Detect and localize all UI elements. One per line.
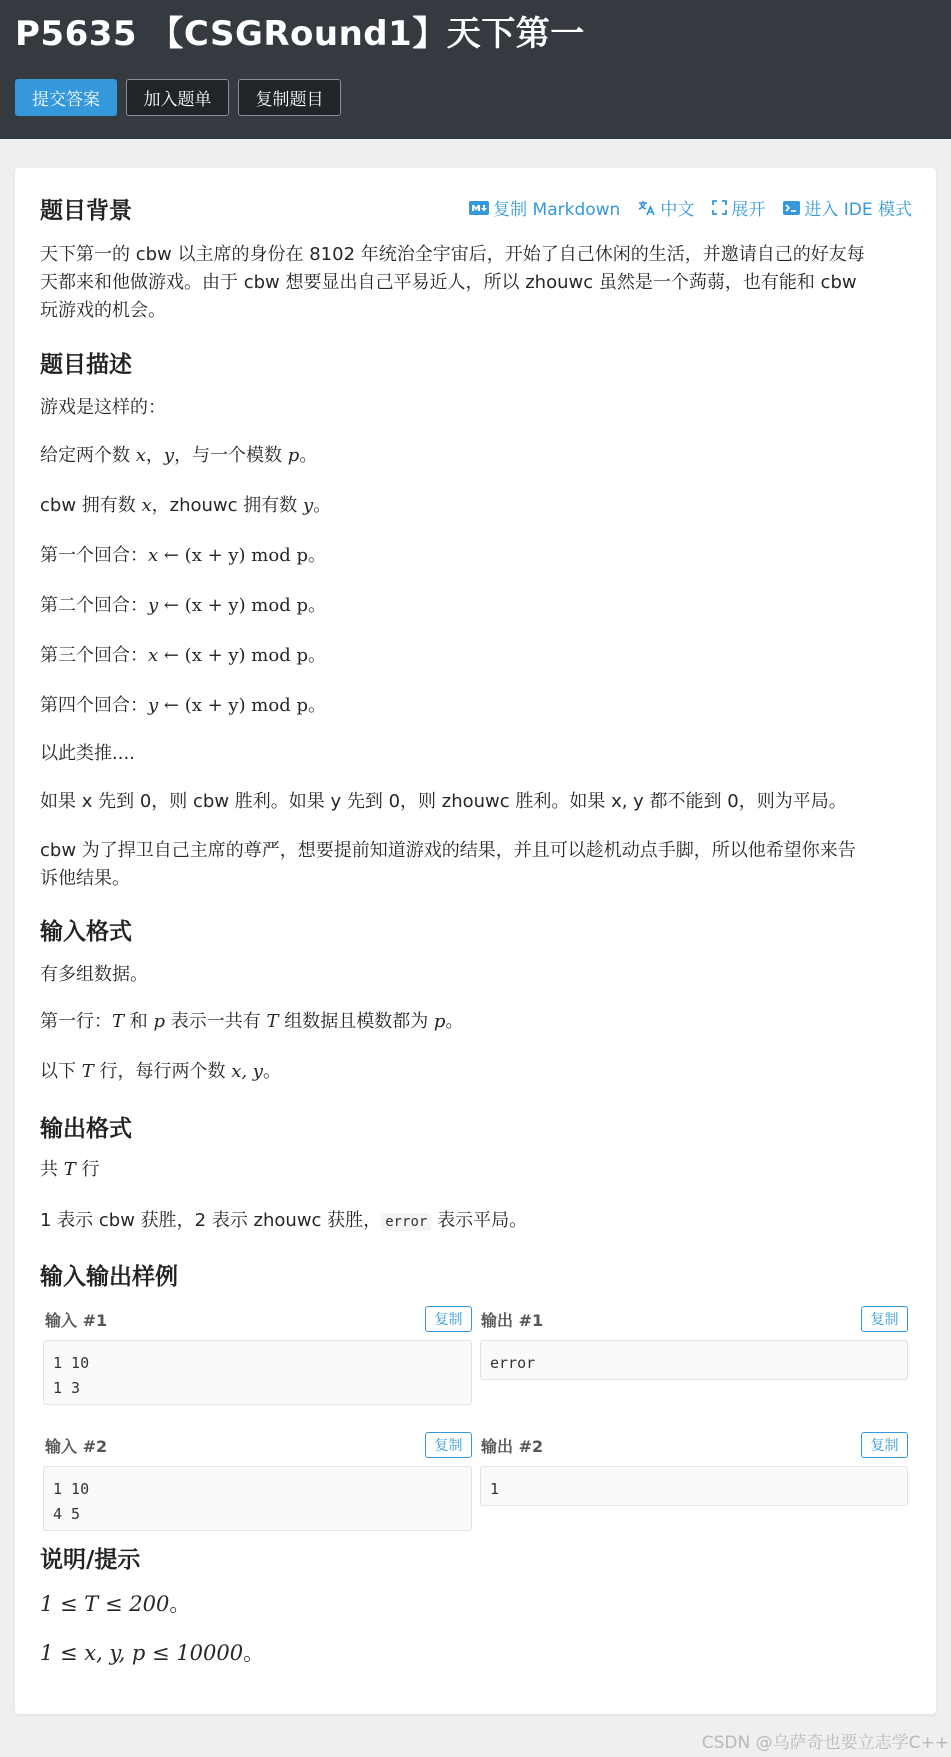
round-var: x <box>148 545 159 566</box>
description-etc: 以此类推.... <box>40 743 135 764</box>
input-format-line-2 <box>40 1008 463 1036</box>
own-mid: ，zhouwc 拥有数 <box>151 495 303 516</box>
language-link[interactable] <box>638 195 694 220</box>
sample-output-2: 1 <box>480 1466 908 1506</box>
round-period: 。 <box>307 595 326 616</box>
round-3 <box>40 642 326 670</box>
var-T: T <box>266 1011 279 1032</box>
description-heading: 题目描述 <box>40 352 132 378</box>
copy-input-1-button[interactable]: 复制 <box>425 1306 472 1332</box>
output-format-line-1 <box>40 1156 99 1184</box>
own-period: 。 <box>313 495 332 516</box>
copy-problem-button[interactable]: 复制题目 <box>238 79 341 116</box>
problem-title: P5635 【CSGRound1】天下第一 <box>15 14 585 54</box>
round-var: y <box>148 595 159 616</box>
description-given <box>40 442 317 470</box>
samples-heading: 输入输出样例 <box>40 1264 178 1290</box>
round-period: 。 <box>307 545 326 566</box>
given-suffix: ，与一个模数 <box>174 445 288 466</box>
text: 第一行： <box>40 1011 112 1032</box>
round-period: 。 <box>307 695 326 716</box>
text: 1 表示 cbw 获胜，2 表示 zhouwc 获胜， <box>40 1210 382 1231</box>
text: 。 <box>262 1061 281 1082</box>
hint-formula: 1 ≤ x, y, p ≤ 10000 <box>40 1641 244 1665</box>
sample-input-label: 输入 #2 <box>45 1437 108 1456</box>
round-var: x <box>148 645 159 666</box>
background-text-line-3: 玩游戏的机会。 <box>40 300 166 321</box>
text: 表示一共有 <box>165 1011 267 1032</box>
round-4 <box>40 692 326 720</box>
hint-line-1 <box>40 1590 190 1618</box>
sample-output-label: 输出 #1 <box>481 1311 544 1330</box>
var-p: p <box>433 1011 446 1032</box>
round-label: 第一个回合： <box>40 545 148 566</box>
language-label: 中文 <box>660 200 695 220</box>
markdown-icon <box>469 201 489 215</box>
text: 组数据且模数都为 <box>278 1011 434 1032</box>
hint-heading: 说明/提示 <box>40 1547 141 1573</box>
round-label: 第二个回合： <box>40 595 148 616</box>
text: 表示平局。 <box>431 1210 528 1231</box>
input-format-line-3 <box>40 1058 281 1086</box>
round-var: y <box>148 695 159 716</box>
round-1 <box>40 542 326 570</box>
sample-input-2: 1 10 4 5 <box>43 1466 472 1531</box>
copy-markdown-link[interactable] <box>469 195 620 220</box>
hint-line-2 <box>40 1639 264 1667</box>
given-prefix: 给定两个数 <box>40 445 136 466</box>
round-2 <box>40 592 326 620</box>
output-format-heading: 输出格式 <box>40 1116 132 1142</box>
description-wish-line-1: cbw 为了捍卫自己主席的尊严，想要提前知道游戏的结果，并且可以趁机动点手脚，所以他希望你来告 <box>40 840 856 861</box>
text: 行 <box>75 1159 100 1180</box>
var-x: x <box>135 445 146 466</box>
var-y: y <box>163 445 175 466</box>
add-to-list-button[interactable]: 加入题单 <box>126 79 229 116</box>
round-formula: ← (x + y) mod p <box>158 695 308 716</box>
expand-icon <box>712 200 727 215</box>
sample-output-1: error <box>480 1340 908 1380</box>
inline-code: error <box>381 1213 431 1231</box>
copy-markdown-label: 复制 Markdown <box>493 200 621 220</box>
submit-answer-button[interactable]: 提交答案 <box>15 79 117 116</box>
sample-input-label: 输入 #1 <box>45 1311 108 1330</box>
var-T: T <box>81 1061 94 1082</box>
var-p: p <box>153 1011 165 1032</box>
description-intro: 游戏是这样的： <box>40 397 166 418</box>
round-formula: ← (x + y) mod p <box>158 595 308 616</box>
text: 。 <box>445 1011 464 1032</box>
copy-output-2-button[interactable]: 复制 <box>861 1432 908 1458</box>
hint-formula: 1 ≤ T ≤ 200 <box>40 1592 170 1616</box>
given-sep: ， <box>145 445 164 466</box>
var-xy: x, y <box>231 1061 263 1082</box>
text: 以下 <box>40 1061 82 1082</box>
var-y: y <box>303 495 314 516</box>
own-prefix: cbw 拥有数 <box>40 495 142 516</box>
problem-header <box>0 0 951 139</box>
problem-card <box>15 168 936 1714</box>
background-text-line-1: 天下第一的 cbw 以主席的身份在 8102 年统治全宇宙后，开始了自己休闲的生活，并邀请自己的好友每 <box>40 244 865 265</box>
var-T: T <box>112 1011 125 1032</box>
output-format-line-2 <box>40 1207 527 1236</box>
sample-input-1: 1 10 1 3 <box>43 1340 472 1405</box>
background-heading: 题目背景 <box>40 198 132 224</box>
description-own <box>40 492 331 520</box>
copy-output-1-button[interactable]: 复制 <box>861 1306 908 1332</box>
var-x: x <box>141 495 152 516</box>
text: 。 <box>169 1592 191 1616</box>
var-p: p <box>287 445 300 466</box>
expand-link[interactable] <box>712 195 765 220</box>
input-format-line-1: 有多组数据。 <box>40 964 148 985</box>
text: 和 <box>124 1011 154 1032</box>
terminal-icon <box>783 201 800 215</box>
copy-input-2-button[interactable]: 复制 <box>425 1432 472 1458</box>
ide-mode-link[interactable] <box>783 195 912 220</box>
ide-mode-label: 进入 IDE 模式 <box>804 200 912 220</box>
description-result: 如果 x 先到 0，则 cbw 胜利。如果 y 先到 0，则 zhouwc 胜利。如果 x, y 都不能到 0，则为平局。 <box>40 791 847 812</box>
input-format-heading: 输入格式 <box>40 919 132 945</box>
sample-output-label: 输出 #2 <box>481 1437 544 1456</box>
round-formula: ← (x + y) mod p <box>158 645 308 666</box>
round-formula: ← (x + y) mod p <box>158 545 308 566</box>
var-T: T <box>63 1159 76 1180</box>
round-label: 第四个回合： <box>40 695 148 716</box>
round-label: 第三个回合： <box>40 645 148 666</box>
problem-toolbar <box>469 195 912 220</box>
text: 行，每行两个数 <box>93 1061 232 1082</box>
expand-label: 展开 <box>731 200 766 220</box>
text: 共 <box>40 1159 64 1180</box>
watermark: CSDN @乌萨奇也要立志学C++ <box>701 1733 949 1753</box>
translate-icon <box>638 200 656 216</box>
round-period: 。 <box>307 645 326 666</box>
text: 。 <box>243 1641 265 1665</box>
background-text-line-2: 天都来和他做游戏。由于 cbw 想要显出自己平易近人，所以 zhouwc 虽然是一个蒟蒻，也有能和 cbw <box>40 272 857 293</box>
description-wish-line-2: 诉他结果。 <box>40 868 130 889</box>
given-period: 。 <box>299 445 318 466</box>
